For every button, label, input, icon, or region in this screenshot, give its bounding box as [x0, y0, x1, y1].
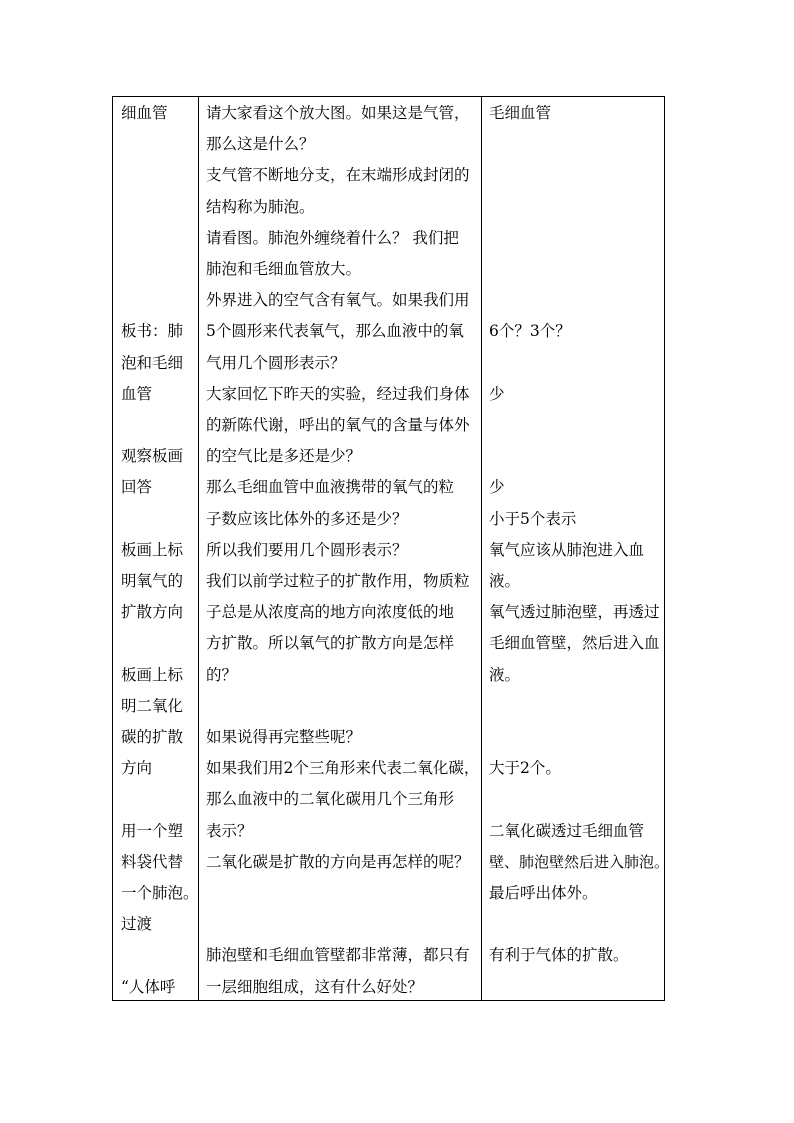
table-cell-line: 方扩散。所以氧气的扩散方向是怎样	[206, 634, 455, 653]
table-cell-line: 那么血液中的二氧化碳用几个三角形	[206, 790, 455, 809]
table-cell-line: 最后呼出体外。	[489, 884, 598, 902]
table-cell-line: 所以我们要用几个圆形表示？	[206, 540, 408, 559]
table-cell-line: 碳的扩散	[121, 728, 184, 746]
table-cell-line: 6个？3个？	[489, 322, 571, 341]
student-activity-column	[489, 97, 670, 1000]
table-cell-line: 明二氧化	[121, 696, 184, 715]
table-cell-line: 肺泡壁和毛细血管壁都非常薄，都只有	[206, 946, 470, 965]
table-cell-line: 观察板画	[121, 447, 184, 466]
table-cell-line: 的？	[206, 665, 238, 684]
table-cell-line: 的空气比是多还是少？	[206, 447, 362, 466]
table-cell-line: 那么毛细血管中血液携带的氧气的粒	[206, 478, 455, 497]
table-cell-line: 板画上标	[121, 665, 184, 684]
table-cell-line: 液。	[489, 665, 521, 684]
table-cell-line: 过渡	[121, 915, 153, 934]
table-cell-line: 板画上标	[121, 540, 184, 559]
table-cell-line: 氧气应该从肺泡进入血	[489, 540, 645, 559]
table-cell-line: 用一个塑	[121, 821, 184, 840]
table-cell-line: 一层细胞组成，这有什么好处？	[206, 977, 424, 996]
table-cell-line: 液。	[489, 572, 521, 590]
table-cell-line: 气用几个圆形表示？	[206, 353, 346, 372]
table-cell-line: 少	[489, 384, 505, 403]
table-cell-line: 少	[489, 478, 505, 497]
table-cell-line: 外界进入的空气含有氧气。如果我们用	[206, 291, 470, 310]
table-cell-line: 扩散方向	[121, 603, 184, 622]
table-cell-line: 方向	[121, 759, 153, 778]
table-cell-line: 泡和毛细	[121, 353, 184, 372]
table-cell-line: 我们以前学过粒子的扩散作用，物质粒	[206, 572, 470, 590]
table-cell-line: 的新陈代谢，呼出的氧气的含量与体外	[206, 416, 470, 434]
lesson-plan-table	[112, 96, 670, 1001]
column-divider	[481, 97, 482, 1000]
table-cell-line: 请看图。肺泡外缠绕着什么？ 我们把	[206, 228, 459, 247]
table-cell-line: 二氧化碳是扩散的方向是再怎样的呢？	[206, 852, 470, 871]
table-cell-line: 肺泡和毛细血管放大。	[206, 260, 362, 278]
column-divider	[198, 97, 199, 1000]
table-cell-line: 料袋代替	[121, 852, 184, 871]
table-cell-line: 请大家看这个放大图。如果这是气管，	[206, 104, 470, 122]
table-cell-line: 支气管不断地分支，在末端形成封闭的	[206, 166, 470, 185]
table-cell-line: 明氧气的	[121, 572, 184, 590]
table-cell-line: 那么这是什么？	[206, 135, 315, 154]
table-cell-line: 子数应该比体外的多还是少？	[206, 509, 408, 528]
table-cell-line: 细血管	[121, 104, 168, 122]
table-cell-line: 板书：肺	[121, 322, 184, 341]
table-cell-line: 大家回忆下昨天的实验，经过我们身体	[206, 384, 470, 403]
table-cell-line: “人体呼	[121, 977, 176, 996]
table-cell-line: 大于2个。	[489, 759, 561, 778]
table-cell-line: 一个肺泡。	[121, 884, 199, 902]
teacher-activity-column	[206, 97, 480, 1000]
table-cell-line: 表示？	[206, 821, 253, 840]
table-cell-line: 毛细血管壁，然后进入血	[489, 634, 660, 653]
board-notes-column	[121, 97, 197, 1000]
table-cell-line: 回答	[121, 478, 153, 497]
table-cell-line: 小于5个表示	[489, 509, 577, 528]
table-cell-line: 血管	[121, 384, 153, 403]
table-cell-line: 子总是从浓度高的地方向浓度低的地	[206, 603, 455, 622]
table-cell-line: 毛细血管	[489, 104, 552, 122]
table-cell-line: 氧气透过肺泡壁，再透过	[489, 603, 660, 622]
table-cell-line: 如果我们用2个三角形来代表二氧化碳，	[206, 759, 480, 778]
table-cell-line: 二氧化碳透过毛细血管	[489, 821, 645, 840]
table-cell-line: 5个圆形来代表氧气，那么血液中的氧	[206, 322, 464, 341]
table-cell-line: 壁、肺泡壁然后进入肺泡。	[489, 852, 670, 871]
table-cell-line: 如果说得再完整些呢？	[206, 728, 362, 746]
table-cell-line: 结构称为肺泡。	[206, 197, 315, 216]
table-cell-line: 有利于气体的扩散。	[489, 946, 629, 965]
